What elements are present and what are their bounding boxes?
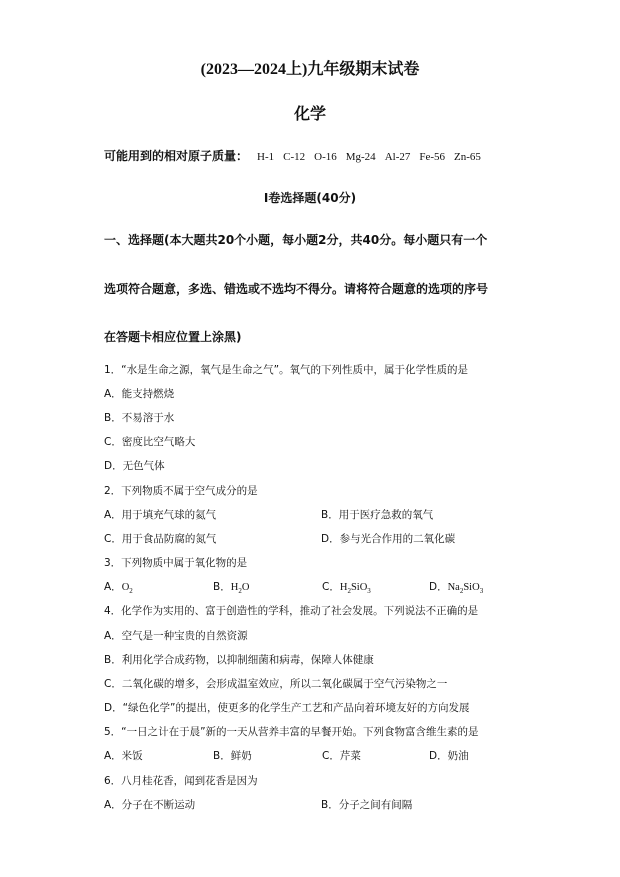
formula-part: O (241, 582, 250, 593)
question-3-stem: 3．下列物质中属于氧化物的是 (104, 557, 248, 569)
option-label: A． (104, 581, 122, 593)
question-4-option-b: B．利用化学合成药物，以抑制细菌和病毒，保障人体健康 (104, 654, 374, 666)
question-1-option-a: A．能支持燃烧 (104, 388, 175, 400)
question-2-option-d: D．参与光合作用的二氧化碳 (321, 533, 456, 545)
formula-part: SiO (350, 582, 368, 593)
question-1-stem: 1．“水是生命之源，氧气是生命之气”。氧气的下列性质中，属于化学性质的是 (104, 364, 469, 376)
section-title: I卷选择题(40分) (263, 191, 357, 205)
atomic-mass-item: C-12 (283, 151, 306, 163)
question-6-option-a: A．分子在不断运动 (104, 799, 196, 811)
question-4-stem: 4．化学作为实用的、富于创造性的学科，推动了社会发展。下列说法不正确的是 (104, 605, 479, 617)
formula (230, 582, 250, 596)
question-3-option-b (213, 579, 249, 595)
formula (447, 582, 484, 596)
formula-part: SiO (463, 582, 480, 593)
question-3-option-d (429, 579, 483, 595)
question-2-option-c: C．用于食品防腐的氮气 (104, 533, 217, 545)
page-title: (2023—2024上)九年级期末试卷 (200, 61, 420, 78)
atomic-mass-item: O-16 (314, 151, 337, 163)
formula-part: H (230, 582, 239, 593)
formula (339, 582, 371, 596)
formula-part: O (121, 582, 130, 593)
formula-subscript: 2 (459, 587, 464, 596)
question-2-option-a: A．用于填充气球的氦气 (104, 509, 217, 521)
option-label: C． (322, 581, 340, 593)
question-6-stem: 6．八月桂花香，闻到花香是因为 (104, 775, 258, 787)
question-5-stem: 5．“一日之计在于晨”新的一天从营养丰富的早餐开始。下列食物富含维生素的是 (104, 726, 479, 738)
question-5-option-a: A．米饭 (104, 750, 143, 762)
atomic-mass-item: Zn-65 (454, 151, 481, 163)
question-2-option-b: B．用于医疗急救的氧气 (321, 509, 434, 521)
question-6-option-b: B．分子之间有间隔 (321, 799, 413, 811)
question-5-option-b: B．鲜奶 (213, 750, 252, 762)
option-label: B． (213, 581, 231, 593)
question-3-option-a (104, 579, 133, 595)
atomic-mass-item: Al-27 (384, 151, 411, 163)
section-instruction: 选项符合题意，多选、错选或不选均不得分。请将符合题意的选项的序号 (104, 282, 489, 296)
atomic-mass-item: H-1 (257, 151, 275, 163)
formula-subscript: 2 (238, 587, 242, 596)
formula-subscript: 3 (367, 587, 371, 596)
question-4-option-d: D．“绿色化学”的提出，使更多的化学生产工艺和产品向着环境友好的方向发展 (104, 702, 470, 714)
question-1-option-d: D．无色气体 (104, 460, 165, 472)
section-instruction: 在答题卡相应位置上涂黑) (104, 330, 242, 344)
formula-subscript: 3 (479, 587, 484, 596)
atomic-masses (104, 147, 481, 164)
question-1-option-c: C．密度比空气略大 (104, 436, 196, 448)
formula-subscript: 2 (347, 587, 351, 596)
question-4-option-c: C．二氧化碳的增多，会形成温室效应，所以二氧化碳属于空气污染物之一 (104, 678, 448, 690)
subject-title: 化学 (293, 106, 326, 123)
question-1-option-b: B．不易溶于水 (104, 412, 175, 424)
question-4-option-a: A．空气是一种宝贵的自然资源 (104, 630, 248, 642)
question-2-stem: 2．下列物质不属于空气成分的是 (104, 485, 258, 497)
question-5-option-d: D．奶油 (429, 750, 469, 762)
formula (121, 582, 133, 596)
formula-subscript: 2 (129, 587, 133, 596)
formula-part: Na (447, 582, 460, 593)
option-label: D． (429, 581, 448, 593)
atomic-masses-label: 可能用到的相对原子质量： (104, 149, 249, 163)
section-instruction: 一、选择题(本大题共20个小题，每小题2分，共40分。每小题只有一个 (104, 233, 488, 247)
atomic-mass-item: Mg-24 (345, 151, 376, 163)
question-3-option-c (322, 579, 371, 595)
question-5-option-c: C．芹菜 (322, 750, 361, 762)
atomic-mass-item: Fe-56 (419, 151, 446, 163)
formula-part: H (339, 582, 348, 593)
